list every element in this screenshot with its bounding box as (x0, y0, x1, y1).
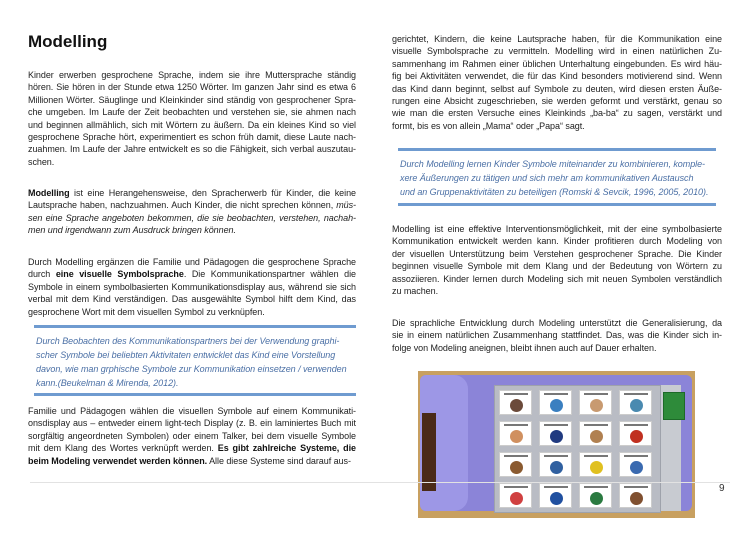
visual-symbol-paragraph (28, 256, 356, 318)
text-line: der visuellen Unterstützung beim Verstehen gesprochener Sprache. Die Kinder (392, 248, 722, 259)
text-line: sie in einem natürlichen Zusammenhang stattfindet. Das, was die Kinder sich in- (392, 330, 722, 341)
symbol-picture-icon (550, 430, 563, 443)
communication-board-photo (418, 371, 695, 518)
text-line: Durch Modelling lernen Kinder Symbole miteinander zu kombinieren, komple- (400, 159, 706, 169)
symbol-card (539, 390, 572, 415)
text-line: Modelling ist eine effektive Interventionsmöglichkeit, mit der eine symbolbasierte (392, 224, 722, 234)
text-line: Durch Modelling ergänzen die Familie und Pädagogen die gesprochene Sprache (28, 257, 356, 267)
generalization-paragraph (392, 317, 722, 354)
symbol-picture-icon (510, 430, 523, 443)
symbol-picture-icon (510, 492, 523, 505)
text-line (28, 442, 356, 454)
text-line: onsdisplay aus – entweder einem light-tech Display (z. B. ein laminiertes Buch mit (28, 418, 356, 429)
quote-rule-top-right (398, 148, 716, 151)
text-line: das Kind dann beginnt, selbst auf Symbole zu deuten, wird diesen ersten Äuße- (392, 83, 722, 94)
text-line (28, 268, 356, 280)
text-line: folge von Modeling aneignen, bleibt ihnen auch auf Dauer erhalten. (392, 342, 657, 353)
text-run: durch (28, 269, 56, 280)
quote-rule-bottom (34, 393, 356, 396)
symbol-picture-icon (550, 492, 563, 505)
text-run: ist eine Herangehensweise, den Spracherwerb für Kinder, die keine (69, 188, 356, 198)
text-line (28, 199, 356, 211)
text-line: davon, wie man grphische Symbole zur Kommunikation einsetzen / verwenden (36, 364, 347, 374)
symbol-picture-icon (550, 461, 563, 474)
page-number: 9 (719, 483, 725, 494)
text-line: gesprochene Sprache hört, experimentiert es schon früh damit, diese Laute nach- (28, 131, 356, 142)
text-line: Kommunikation entwickelt werden kann. Kinder profitieren durch Modeling von (392, 236, 722, 247)
text-line: visuelle Symbolsprache zu vermitteln. Modelling wird in einen natürlichen Zu- (392, 46, 722, 57)
text-line (28, 212, 356, 224)
text-line: verbal mit dem Kind verständigen. Das ausgewählte Symbol hilft dem Kind, das (28, 294, 356, 305)
symbol-picture-icon (590, 461, 603, 474)
text-line: Millionen Wörter. Säuglinge und Kleinkinder sind ständig von gesprochener Spra- (28, 94, 356, 105)
symbol-picture-icon (630, 430, 643, 443)
text-line: Familie und Pädagogen wählen die visuellen Symbole auf einem Kommunikati- (28, 406, 356, 416)
bold-text: beim Modeling verwendet werden können. (28, 455, 208, 466)
flap-hole (422, 413, 436, 491)
symbol-picture-icon (630, 492, 643, 505)
intervention-paragraph (392, 223, 722, 297)
symbol-picture-icon (630, 461, 643, 474)
text-line: gerichtet, Kindern, die keine Lautsprache haben, für die Kommunikation eine (392, 34, 722, 44)
text-line: kann.(Beukelman & Mirenda, 2012). (36, 378, 179, 388)
text-line: Durch Beobachten des Kommunikationspartners bei der Verwendung graphi- (36, 336, 340, 346)
text-line: sammenhang im Rahmen einer üblichen Unterhaltung eingebunden. Es wird häu- (392, 58, 722, 69)
symbol-card (539, 483, 572, 508)
symbol-card (499, 452, 532, 477)
symbol-card (499, 390, 532, 415)
text-line: fig bei Aktivitäten verwendet, die für das Kind besonders motivierend sind. Wenn (392, 71, 722, 82)
bold-text: Es gibt zahlreiche Systeme, die (217, 443, 356, 454)
text-line: Kinder erwerben gesprochene Sprache, indem sie ihre Muttersprache ständig (28, 70, 356, 80)
page-title: Modelling (28, 32, 108, 51)
text-line: sorgfältig angeordneten Symbolen) oder einem Talker, bei dem visuelle Symbole (28, 430, 356, 441)
text-line: rungen eine Absicht zugeschrieben, sie werden geformt und verstärkt, genau so (392, 95, 722, 106)
bold-text: eine visuelle Symbolsprache (55, 269, 184, 280)
modelling-definition-paragraph (28, 187, 356, 237)
green-tab (663, 392, 685, 420)
symbol-picture-icon (590, 492, 603, 505)
text-line (28, 224, 356, 236)
quote-romski (400, 157, 716, 199)
text-line: scher Symbole bei beliebten Aktivitaten entwicklet das Kind eine Vorstellung (36, 350, 336, 360)
symbol-card (499, 421, 532, 446)
text-line: formt, bis es von allein „Mama“ oder „Papa“ sagt. (392, 120, 585, 131)
symbol-card (579, 390, 612, 415)
quote-rule-bottom-right (398, 203, 716, 206)
symbol-picture-icon (510, 461, 523, 474)
text-run: . Die Kommunikationspartner wählen die (183, 269, 356, 280)
intro-paragraph (28, 69, 356, 168)
quote-rule-top (34, 325, 356, 328)
symbol-picture-icon (550, 399, 563, 412)
bold-text: Modelling (28, 188, 70, 198)
italic-text: men und irgendwann zum Ausdruck bringen können. (28, 225, 236, 236)
symbol-card (539, 452, 572, 477)
case-flap (420, 375, 468, 511)
text-line: hören. Sie hören in der Stunde etwa 1250 Wörter. Im ganzen Jahr sind es etwa 6 (28, 82, 356, 93)
text-line: assoziieren. Kinder lernen durch Modeling sich mit neuen Symbolen verständlich (392, 273, 722, 284)
text-run: Lautsprache haben, nachzuahmen. Auch Kinder, die nicht sprechen können, (28, 200, 337, 211)
text-line: zuahmen. Im Laufe der Jahre entwickelt es so die Fähigkeit, sich verbal auszutau- (28, 144, 356, 155)
text-line: beginnen visuelle Symbole mit dem Klang und der Bedeutung von Wörtern zu (392, 261, 722, 272)
symbol-card (499, 483, 532, 508)
text-line: Die sprachliche Entwicklung durch Modeling unterstützt die Generalisierung, da (392, 318, 722, 328)
symbol-card (539, 421, 572, 446)
symbol-card (579, 452, 612, 477)
symbol-card (579, 483, 612, 508)
text-line: und beginnen allmählich, sich mit Wörtern zu äußern. Da ein kleines Kind so viel (28, 119, 356, 130)
text-line: Symbole in einem symbolbasierten Kommunikationsdisplay aus, während sie sich (28, 281, 356, 292)
symbol-picture-icon (590, 430, 603, 443)
symbol-picture-icon (510, 399, 523, 412)
text-line: che umgeben. Im Laufe der Zeit beobachten und verstehen sie, sie ahmen nach (28, 107, 356, 118)
italic-text: müs- (336, 200, 356, 211)
symbol-grid (499, 390, 652, 508)
symbol-card (579, 421, 612, 446)
text-run: Alle diese Systeme sind darauf aus- (207, 455, 351, 466)
symbol-board (494, 385, 661, 513)
text-line: zu machen. (392, 285, 439, 296)
quote-beukelman (36, 334, 356, 390)
text-line (28, 455, 356, 467)
symbol-card (619, 421, 652, 446)
italic-text: sen eine Sprache angeboten bekommen, die sie beobachten, verstehen, nachah- (28, 212, 356, 223)
symbol-picture-icon (630, 399, 643, 412)
text-line: gesprochene Wort mit dem visuellen Symbol zu verknüpfen. (28, 306, 265, 317)
footer-divider (30, 482, 730, 483)
text-line (28, 187, 356, 199)
symbol-card (619, 452, 652, 477)
text-line: und an Gruppenaktivitäten zu beteiligen (Romski & Sevcik, 1996, 2005, 2010). (400, 187, 709, 197)
symbol-card (619, 483, 652, 508)
text-line: schen. (28, 156, 55, 167)
text-line: xere Äußerungen zu tätigen und sich mehr am kommunikativen Austausch (400, 173, 694, 183)
text-line: wie man die ersten Versuche eines Kleinkinds „ba-ba“ zu sagen, verstärkt und (392, 108, 722, 119)
text-run: mit dem Klang des Wortes verknüpft werden. (28, 443, 218, 454)
symbol-picture-icon (590, 399, 603, 412)
systems-paragraph (28, 405, 356, 467)
symbol-card (619, 390, 652, 415)
continued-paragraph (392, 33, 722, 132)
